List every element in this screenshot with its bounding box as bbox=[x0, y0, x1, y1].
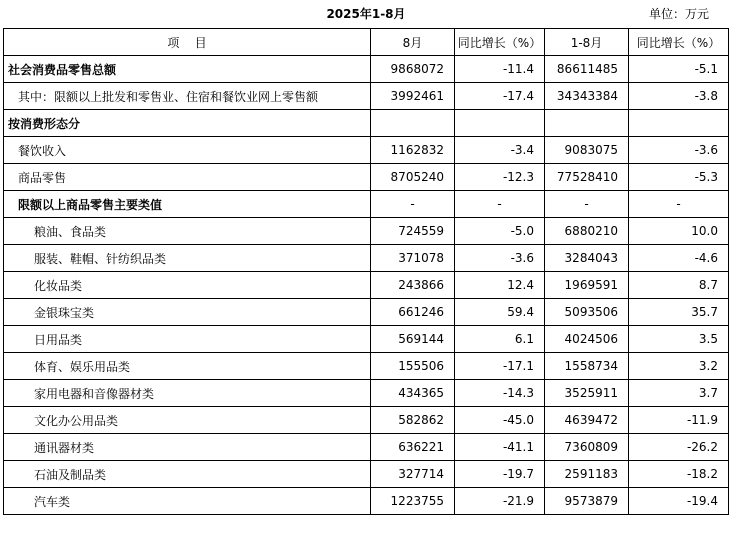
row-name: 日用品类 bbox=[4, 326, 371, 353]
ytd-value: 4024506 bbox=[545, 326, 629, 353]
ytd-growth: 35.7 bbox=[629, 299, 729, 326]
aug-value: 434365 bbox=[371, 380, 455, 407]
ytd-growth: - bbox=[629, 191, 729, 218]
row-name: 通讯器材类 bbox=[4, 434, 371, 461]
aug-growth: -17.1 bbox=[455, 353, 545, 380]
aug-value: 243866 bbox=[371, 272, 455, 299]
row-name: 汽车类 bbox=[4, 488, 371, 515]
aug-growth: 12.4 bbox=[455, 272, 545, 299]
ytd-value: 86611485 bbox=[545, 56, 629, 83]
aug-value: 1162832 bbox=[371, 137, 455, 164]
ytd-value bbox=[545, 110, 629, 137]
row-name: 石油及制品类 bbox=[4, 461, 371, 488]
table-row bbox=[4, 218, 729, 245]
aug-value: 724559 bbox=[371, 218, 455, 245]
aug-growth: 59.4 bbox=[455, 299, 545, 326]
row-name: 金银珠宝类 bbox=[4, 299, 371, 326]
ytd-value: 1969591 bbox=[545, 272, 629, 299]
aug-growth: -41.1 bbox=[455, 434, 545, 461]
aug-growth: -45.0 bbox=[455, 407, 545, 434]
table-row bbox=[4, 434, 729, 461]
row-name: 按消费形态分 bbox=[4, 110, 371, 137]
row-name: 文化办公用品类 bbox=[4, 407, 371, 434]
ytd-value: 34343384 bbox=[545, 83, 629, 110]
row-name: 服装、鞋帽、针纺织品类 bbox=[4, 245, 371, 272]
row-name: 其中：限额以上批发和零售业、住宿和餐饮业网上零售额 bbox=[4, 83, 371, 110]
ytd-growth bbox=[629, 110, 729, 137]
aug-value: - bbox=[371, 191, 455, 218]
aug-value: 3992461 bbox=[371, 83, 455, 110]
table-caption bbox=[3, 0, 729, 26]
aug-growth: 6.1 bbox=[455, 326, 545, 353]
aug-growth: - bbox=[455, 191, 545, 218]
header-aug: 8月 bbox=[371, 29, 455, 56]
table-row bbox=[4, 56, 729, 83]
row-name: 家用电器和音像器材类 bbox=[4, 380, 371, 407]
ytd-growth: -3.8 bbox=[629, 83, 729, 110]
aug-value: 327714 bbox=[371, 461, 455, 488]
header-ytd: 1-8月 bbox=[545, 29, 629, 56]
header-row bbox=[4, 29, 729, 56]
retail-sales-table bbox=[3, 28, 729, 515]
ytd-growth: -19.4 bbox=[629, 488, 729, 515]
ytd-growth: 10.0 bbox=[629, 218, 729, 245]
ytd-growth: -3.6 bbox=[629, 137, 729, 164]
aug-value: 636221 bbox=[371, 434, 455, 461]
table-row bbox=[4, 353, 729, 380]
ytd-value: 9083075 bbox=[545, 137, 629, 164]
ytd-growth: -26.2 bbox=[629, 434, 729, 461]
aug-value: 155506 bbox=[371, 353, 455, 380]
report-period-title: 2025年1-8月 bbox=[326, 7, 406, 21]
header-item: 项 目 bbox=[4, 29, 371, 56]
ytd-value: 3525911 bbox=[545, 380, 629, 407]
table-row bbox=[4, 110, 729, 137]
aug-growth: -17.4 bbox=[455, 83, 545, 110]
aug-growth: -21.9 bbox=[455, 488, 545, 515]
ytd-value: 9573879 bbox=[545, 488, 629, 515]
aug-growth: -5.0 bbox=[455, 218, 545, 245]
ytd-value: 2591183 bbox=[545, 461, 629, 488]
ytd-value: 6880210 bbox=[545, 218, 629, 245]
aug-growth bbox=[455, 110, 545, 137]
aug-value: 582862 bbox=[371, 407, 455, 434]
aug-growth: -19.7 bbox=[455, 461, 545, 488]
table-row bbox=[4, 164, 729, 191]
table-row bbox=[4, 245, 729, 272]
aug-value: 8705240 bbox=[371, 164, 455, 191]
table-row bbox=[4, 137, 729, 164]
ytd-value: 5093506 bbox=[545, 299, 629, 326]
row-name: 商品零售 bbox=[4, 164, 371, 191]
ytd-value: 77528410 bbox=[545, 164, 629, 191]
unit-label: 单位：万元 bbox=[648, 7, 709, 21]
ytd-value: 4639472 bbox=[545, 407, 629, 434]
aug-value: 371078 bbox=[371, 245, 455, 272]
ytd-growth: 8.7 bbox=[629, 272, 729, 299]
aug-growth: -3.6 bbox=[455, 245, 545, 272]
aug-growth: -12.3 bbox=[455, 164, 545, 191]
ytd-value: 7360809 bbox=[545, 434, 629, 461]
ytd-value: - bbox=[545, 191, 629, 218]
table-row bbox=[4, 299, 729, 326]
ytd-value: 3284043 bbox=[545, 245, 629, 272]
row-name: 化妆品类 bbox=[4, 272, 371, 299]
ytd-value: 1558734 bbox=[545, 353, 629, 380]
aug-value: 569144 bbox=[371, 326, 455, 353]
aug-value: 1223755 bbox=[371, 488, 455, 515]
aug-value: 661246 bbox=[371, 299, 455, 326]
table-row bbox=[4, 488, 729, 515]
table-row bbox=[4, 326, 729, 353]
ytd-growth: 3.7 bbox=[629, 380, 729, 407]
row-name: 社会消费品零售总额 bbox=[4, 56, 371, 83]
ytd-growth: -5.1 bbox=[629, 56, 729, 83]
row-name: 限额以上商品零售主要类值 bbox=[4, 191, 371, 218]
aug-growth: -3.4 bbox=[455, 137, 545, 164]
table-row bbox=[4, 380, 729, 407]
header-ytd-growth: 同比增长（%） bbox=[629, 29, 729, 56]
aug-value: 9868072 bbox=[371, 56, 455, 83]
row-name: 体育、娱乐用品类 bbox=[4, 353, 371, 380]
table-row bbox=[4, 83, 729, 110]
header-aug-growth: 同比增长（%） bbox=[455, 29, 545, 56]
table-row bbox=[4, 407, 729, 434]
aug-value bbox=[371, 110, 455, 137]
aug-growth: -11.4 bbox=[455, 56, 545, 83]
table-row bbox=[4, 461, 729, 488]
table-row bbox=[4, 191, 729, 218]
aug-growth: -14.3 bbox=[455, 380, 545, 407]
ytd-growth: 3.5 bbox=[629, 326, 729, 353]
ytd-growth: -4.6 bbox=[629, 245, 729, 272]
ytd-growth: 3.2 bbox=[629, 353, 729, 380]
row-name: 餐饮收入 bbox=[4, 137, 371, 164]
table-row bbox=[4, 272, 729, 299]
ytd-growth: -11.9 bbox=[629, 407, 729, 434]
ytd-growth: -5.3 bbox=[629, 164, 729, 191]
row-name: 粮油、食品类 bbox=[4, 218, 371, 245]
ytd-growth: -18.2 bbox=[629, 461, 729, 488]
